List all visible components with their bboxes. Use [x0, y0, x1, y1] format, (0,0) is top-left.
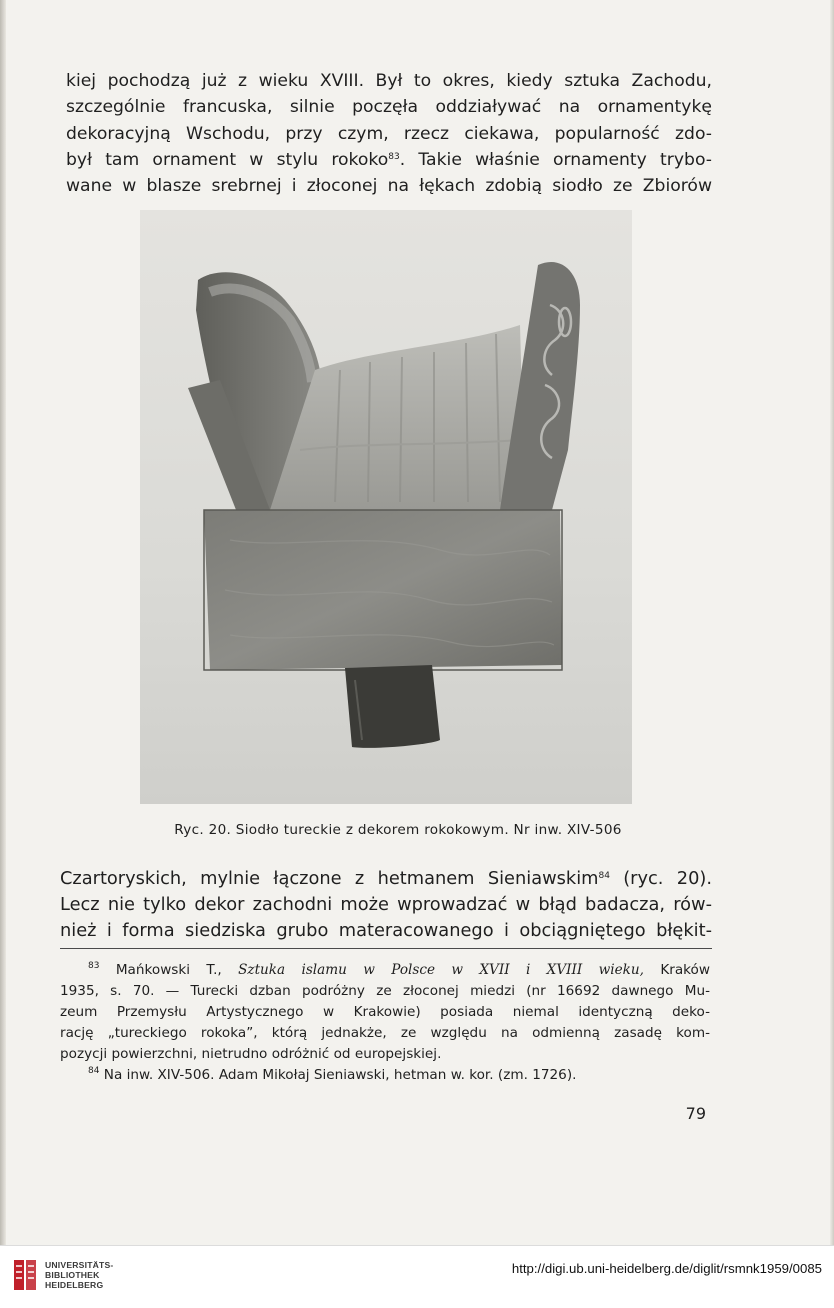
text-line [60, 866, 712, 892]
footnote-place: Kraków [643, 962, 710, 978]
text-line [66, 147, 712, 173]
footnote-84 [88, 1065, 710, 1086]
text-line: nież i forma siedziska grubo materacowanego i obciągniętego błękit- [60, 920, 712, 941]
library-name-line: HEIDELBERG [45, 1280, 104, 1291]
library-name[interactable] [45, 1260, 114, 1291]
footnote-line: zeum Przemysłu Artystycznego w Krakowie) posiada niemal identyczną deko- [60, 1003, 710, 1020]
page-edge-left [0, 0, 6, 1245]
text-fragment: . Takie właśnie ornamenty trybo- [399, 149, 712, 170]
figure-caption: Ryc. 20. Siodło tureckie z dekorem rokokowym. Nr inw. XIV-506 [174, 822, 622, 838]
footnote-line: 1935, s. 70. — Turecki dzban podróżny ze złoconej miedzi (nr 16692 dawnego Mu- [60, 982, 710, 999]
text-line: szczególnie francuska, silnie poczęła oddziaływać na ornamentykę [66, 97, 712, 118]
text-line: Lecz nie tylko dekor zachodni może wprowadzać w błąd badacza, rów- [60, 894, 712, 915]
footnote-line: rację „tureckiego rokoka”, którą jednakże, ze względu na odmienną zasadę kom- [60, 1024, 710, 1041]
footer-bar [0, 1245, 834, 1308]
footnotes [60, 960, 710, 1085]
footnote-line: pozycji powierzchni, nietrudno odróżnić od europejskiej. [60, 1045, 442, 1062]
footnote-text: Na inw. XIV-506. Adam Mikołaj Sieniawski, hetman w. kor. (zm. 1726). [99, 1066, 577, 1083]
footnote-author: Mańkowski T., [115, 962, 239, 978]
library-name-line: UNIVERSITÄTS- [45, 1260, 114, 1270]
footnote-number: 84 [88, 1065, 100, 1076]
footnote-title: Sztuka islamu w Polsce w XVII i XVIII wieku, [238, 962, 644, 978]
page-number: 79 [685, 1104, 706, 1123]
footnote-divider [60, 948, 712, 949]
footnote-83 [88, 960, 710, 981]
saddle-illustration [140, 210, 632, 804]
page-edge-right [830, 0, 834, 1245]
text-fragment: był tam ornament w stylu rokoko [66, 149, 389, 170]
paragraph-top [66, 68, 712, 199]
footnote-ref-83[interactable]: 83 [388, 151, 400, 162]
saddle-photograph [140, 210, 632, 804]
text-fragment: (ryc. 20). [609, 868, 712, 889]
paragraph-bottom [60, 866, 712, 944]
library-logo-icon[interactable] [10, 1258, 40, 1292]
library-name-line: BIBLIOTHEK [45, 1270, 100, 1281]
text-fragment: Czartoryskich, mylnie łączone z hetmanem Sieniawskim [60, 868, 599, 889]
text-line: wane w blasze srebrnej i złoconej na łękach zdobią siodło ze Zbiorów [66, 176, 712, 197]
footnote-number: 83 [88, 961, 100, 971]
text-line: dekoracyjną Wschodu, przy czym, rzecz ciekawa, popularność zdo- [66, 123, 712, 144]
footnote-ref-84[interactable]: 84 [598, 871, 610, 881]
source-url-link[interactable]: http://digi.ub.uni-heidelberg.de/diglit/rsmnk1959/0085 [511, 1261, 822, 1276]
text-line: kiej pochodzą już z wieku XVIII. Był to okres, kiedy sztuka Zachodu, [66, 71, 712, 91]
